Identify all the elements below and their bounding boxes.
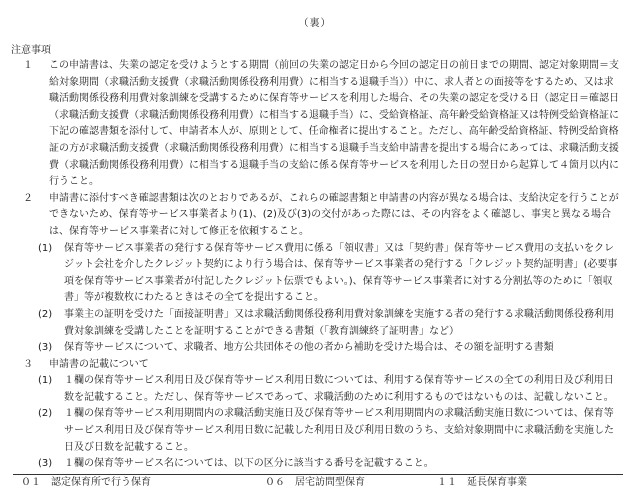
subitem-number: (2) (38, 308, 53, 320)
note-subitem-2-3 (11, 340, 623, 357)
note-number: ２ (23, 192, 33, 204)
service-code-row (13, 474, 623, 491)
subitem-number: (3) (38, 342, 53, 354)
note-item-3 (11, 357, 623, 374)
subitem-text: １欄の保育等サービス利用期間内の求職活動実施日及び保育等サービス利用期間内の求職活動実施日数については、保育等サービス利用日及び保育等サービス利用日数に記載した利用日及び利用日数のうち、支給対象期間中に求職活動を実施した日及び日数を記載すること。 (64, 408, 614, 453)
page-side-label: （裏） (298, 18, 332, 29)
note-text: 申請書の記載について (49, 358, 149, 370)
subitem-number: (1) (38, 242, 53, 254)
note-text: この申請書は、失業の認定を受けようとする期間（前回の失業の認定日から今回の認定日の前日までの期間、認定対象期間＝支給対象期間（求職活動支援費（求職活動関係役務利用費）に相当する退職手当））中に、求人者との面接等をするため、又は求職活動関係役務利用費対象訓練を受講するために保育等サービスを利用した場合、その失業の認定を受ける日（認定日＝確認日（求職活動支援費（求職活動関係役務利用費）に相当する退職手当）に、受給資格証、高年齢受給資格証又は特例受給資格証に下記の確認書類を添付して、申請者本人が、原則として、任命権者に提出すること。ただし、高年齢受給資格証、特例受給資格証の方が求職活動支援費（求職活動関係役務利用費）に相当する退職手当支給申請書を提出する場合にあっては、求職活動支援費（求職活動関係役務利用費）に相当する退職手当の支給に係る保育等サービスを利用した日の翌日から起算して４箇月以内に行うこと。 (49, 60, 619, 188)
notes-body (11, 58, 623, 491)
note-number: １ (23, 60, 33, 71)
note-subitem-3-3 (11, 456, 623, 473)
note-subitem-2-2 (11, 307, 623, 340)
subitem-text: １欄の保育等サービス名については、以下の区分に該当する番号を記載すること。 (64, 458, 434, 470)
note-subitem-2-1 (11, 241, 623, 307)
note-number: ３ (23, 358, 33, 370)
note-item-1 (11, 58, 623, 191)
subitem-number: (2) (38, 408, 53, 420)
subitem-text: 保育等サービスについて、求職者、地方公共団体その他の者から補助を受けた場合は、その額を証明する書類 (64, 342, 554, 354)
subitem-text: １欄の保育等サービス利用日及び保育等サービス利用日数については、利用する保育等サービスの全ての利用日及び利用日数を記載すること。ただし、保育等サービスであって、求職活動のために利用するものではないものは、記載しないこと。 (64, 375, 614, 403)
note-text: 申請書に添付すべき確認書類は次のとおりであるが、これらの確認書類と申請書の内容が異なる場合は、支給決定を行うことができないため、保育等サービス事業者より(1)、(2)及び(3)の交付があった際には、その内容をよく確認し、事実と異なる場合は、保育等サービス事業者に対して修正を依頼すること。 (49, 192, 619, 237)
notes-heading: 注意事項 (11, 45, 51, 56)
subitem-number: (1) (38, 375, 53, 387)
note-subitem-3-2 (11, 406, 623, 456)
service-code-01: ０１ 認定保育所で行う保育 (21, 476, 151, 488)
subitem-number: (3) (38, 458, 53, 470)
service-code-11: １１ 延長保育事業 (437, 476, 527, 488)
note-subitem-3-1 (11, 373, 623, 406)
service-code-06: ０６ 居宅訪問型保育 (265, 476, 365, 488)
subitem-text: 事業主の証明を受けた「面接証明書」又は求職活動関係役務利用費対象訓練を実施する者の発行する求職活動関係役務利用費対象訓練を受講したことを証明することができる書類（「教育訓練終了証明書」など） (64, 308, 614, 337)
subitem-text: 保育等サービス事業者の発行する保育等サービス費用に係る「領収書」又は「契約書」保育等サービス費用の支払いをクレジット会社を介したクレジット契約により行う場合は、保育等サービス事業者の発行する「クレジット契約証明書」(必要事項を保育等サービス事業者が付記したクレジット伝票でもよい。)、保育等サービス事業者に対する分割払等のために「領収書」等が複数枚にわたるときはその全てを提出すること。 (64, 242, 618, 304)
note-item-2 (11, 191, 623, 241)
